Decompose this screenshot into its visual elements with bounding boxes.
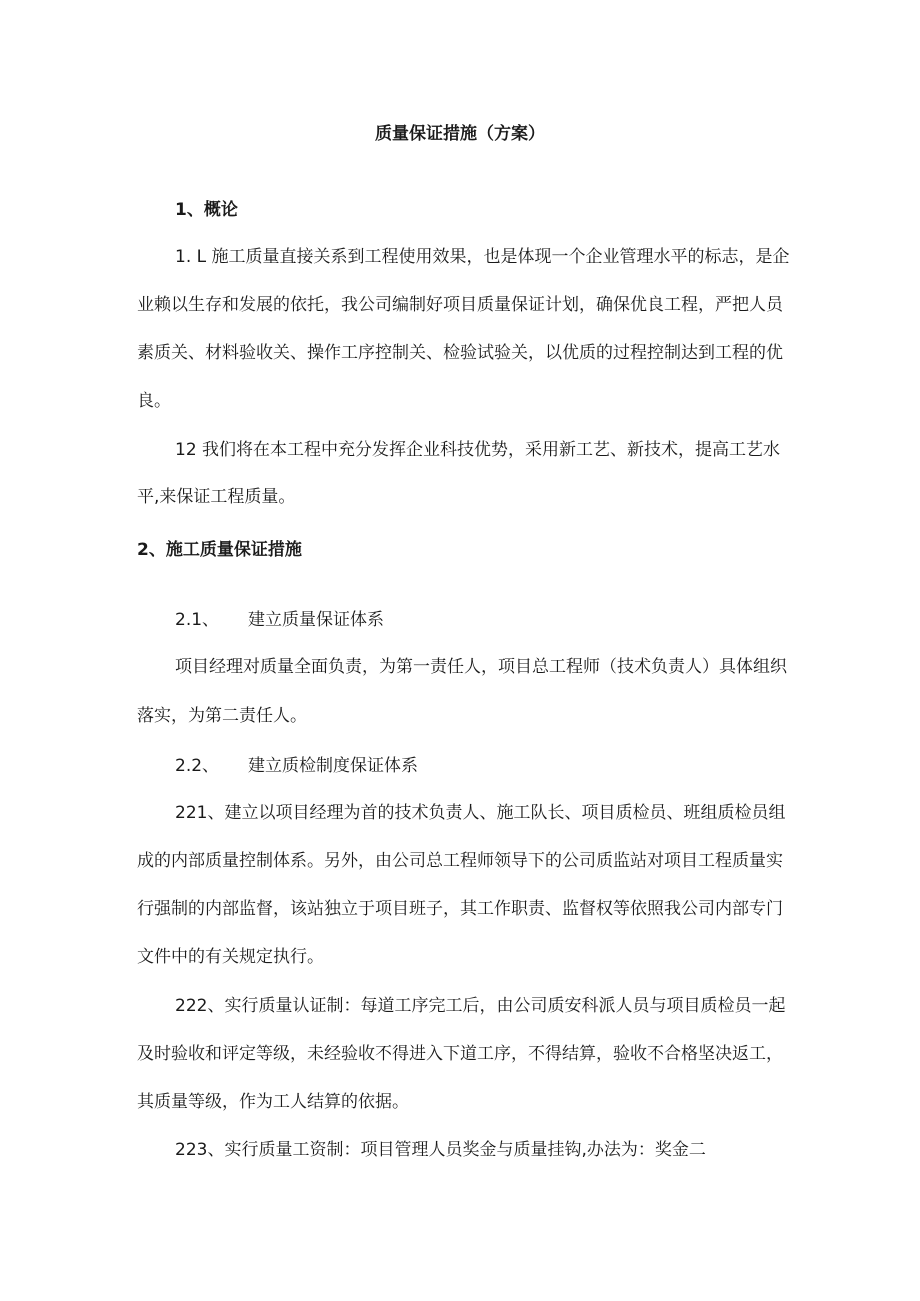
paragraph-line: 行强制的内部监督，该站独立于项目班子，其工作职责、监督权等依照我公司内部专门 <box>137 899 783 919</box>
paragraph-line: 文件中的有关规定执行。 <box>137 947 324 967</box>
page-title: 质量保证措施（方案） <box>375 124 545 144</box>
paragraph-line: 221、建立以项目经理为首的技术负责人、施工队长、项目质检员、班组质检员组 <box>175 803 786 823</box>
paragraph-line: 业赖以生存和发展的依托，我公司编制好项目质量保证计划，确保优良工程，严把人员 <box>137 295 783 315</box>
paragraph-line: 12 我们将在本工程中充分发挥企业科技优势，采用新工艺、新技术，提高工艺水 <box>175 440 781 460</box>
section-2-heading: 2、施工质量保证措施 <box>137 540 302 560</box>
subsection-title: 建立质检制度保证体系 <box>248 756 418 776</box>
paragraph-line: 222、实行质量认证制：每道工序完工后，由公司质安科派人员与项目质检员一起 <box>175 996 786 1016</box>
paragraph-line: 1. L 施工质量直接关系到工程使用效果，也是体现一个企业管理水平的标志，是企 <box>175 247 790 267</box>
subsection-number: 2.1、 <box>175 610 220 630</box>
paragraph-line: 223、实行质量工资制：项目管理人员奖金与质量挂钩,办法为：奖金二 <box>175 1140 706 1160</box>
paragraph-line: 平,来保证工程质量。 <box>137 487 296 507</box>
paragraph-line: 成的内部质量控制体系。另外，由公司总工程师领导下的公司质监站对项目工程质量实 <box>137 851 783 871</box>
section-1-heading: 1、概论 <box>175 200 238 220</box>
paragraph-line: 项目经理对质量全面负责，为第一责任人，项目总工程师（技术负责人）具体组织 <box>175 657 787 677</box>
paragraph-line: 其质量等级，作为工人结算的依据。 <box>137 1092 409 1112</box>
paragraph-line: 良。 <box>137 391 171 411</box>
subsection-title: 建立质量保证体系 <box>248 610 384 630</box>
paragraph-line: 素质关、材料验收关、操作工序控制关、检验试验关，以优质的过程控制达到工程的优 <box>137 343 783 363</box>
paragraph-line: 落实，为第二责任人。 <box>137 706 307 726</box>
paragraph-line: 及时验收和评定等级，未经验收不得进入下道工序，不得结算，验收不合格坚决返工， <box>137 1044 783 1064</box>
subsection-number: 2.2、 <box>175 756 220 776</box>
